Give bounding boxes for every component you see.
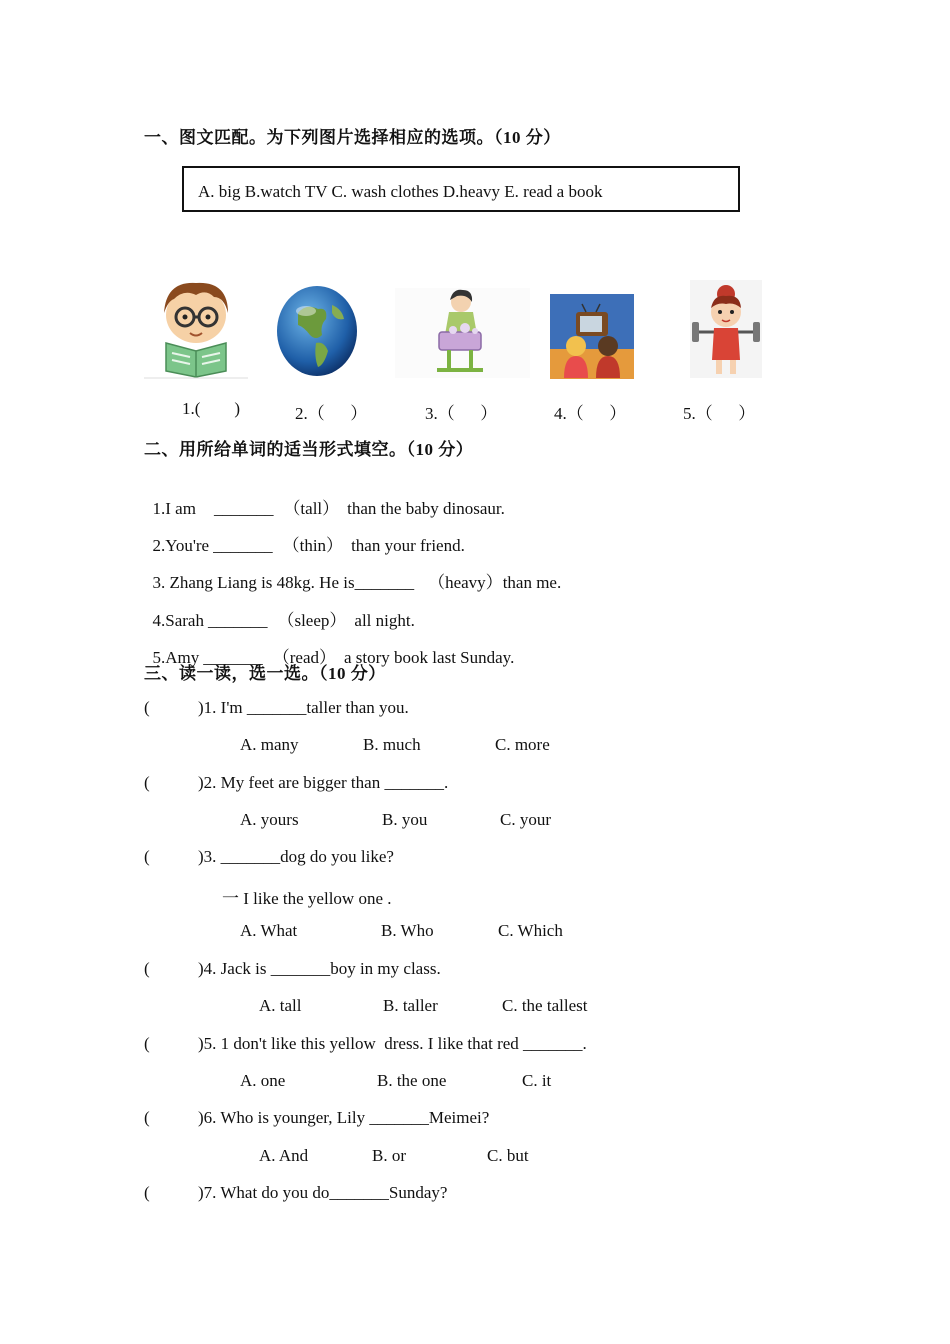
section2-heading: 二、用所给单词的适当形式填空。（10 分） [144,440,474,459]
question-7-stem: )7. What do you do_______Sunday? [198,1183,448,1202]
question-6-option-c[interactable]: C. but [487,1146,529,1165]
section3-heading: 三、读一读，选一选。（10 分） [144,664,386,683]
question-6-option-b[interactable]: B. or [372,1146,406,1165]
fill-item-2-pre: 2.You're [152,536,210,555]
fill-item-3-blank[interactable]: _______ [354,573,415,592]
question-3-option-b[interactable]: B. Who [381,921,434,940]
picture-label-3: 3.（ ） [425,404,498,423]
boy-reading-book-picture [144,275,248,379]
fill-item-2-blank[interactable]: _______ [213,536,273,555]
question-4-option-a[interactable]: A. tall [259,996,302,1015]
question-7-paren[interactable]: ( [144,1183,150,1202]
fill-item-3-post: than me. [502,573,562,592]
question-5-option-c[interactable]: C. it [522,1071,552,1090]
question-1-option-c[interactable]: C. more [495,735,550,754]
fill-item-4-pre: 4.Sarah [152,611,204,630]
fill-item-5-blank[interactable]: _______ [203,648,263,667]
picture-label-2: 2.（ ） [295,404,368,423]
fill-item-4-blank[interactable]: _______ [207,611,268,630]
girl-lifting-barbell-picture [690,280,762,378]
question-4-option-c[interactable]: C. the tallest [502,996,588,1015]
fill-item-1-post: than the baby dinosaur. [347,499,505,518]
question-5-option-b[interactable]: B. the one [377,1071,447,1090]
question-1-paren[interactable]: ( [144,698,150,717]
section1-heading: 一、图文匹配。为下列图片选择相应的选项。（10 分） [144,128,561,147]
question-1-option-a[interactable]: A. many [240,735,299,754]
fill-item-3-word: （heavy） [428,573,503,592]
fill-item-1-blank[interactable]: _______ [213,499,274,518]
picture-label-5: 5.（ ） [683,404,756,423]
picture-label-1: 1.( ) [182,399,241,418]
fill-item-1-pre: 1.I am [152,499,196,518]
question-5-stem: )5. 1 don't like this yellow dress. I like that red _______. [198,1034,587,1053]
question-2-stem: )2. My feet are bigger than _______. [198,773,449,792]
picture-label-4: 4.（ ） [554,404,627,423]
question-2-option-a[interactable]: A. yours [240,810,299,829]
question-3-paren[interactable]: ( [144,847,150,866]
fill-item-4-post: all night. [354,611,415,630]
kids-watching-tv-picture [550,294,634,379]
question-2-paren[interactable]: ( [144,773,150,792]
question-5-option-a[interactable]: A. one [240,1071,286,1090]
fill-item-5-pre: 5.Amy [152,648,200,667]
question-6-paren[interactable]: ( [144,1108,150,1127]
question-2-option-b[interactable]: B. you [382,810,428,829]
fill-item-1-word: （tall） [283,499,340,518]
fill-item-3-pre: 3. Zhang Liang is 48kg. He is [152,573,355,592]
question-1-stem: )1. I'm _______taller than you. [198,698,409,717]
fill-item-2-word: （thin） [282,536,344,555]
question-6-option-a[interactable]: A. And [259,1146,309,1165]
woman-washing-clothes-picture [395,288,530,378]
fill-item-2-post: than your friend. [351,536,465,555]
question-3-option-c[interactable]: C. Which [498,921,563,940]
question-1-option-b[interactable]: B. much [363,735,421,754]
question-3-answer: 一 I like the yellow one . [222,889,392,908]
question-3-option-a[interactable]: A. What [240,921,298,940]
question-4-paren[interactable]: ( [144,959,150,978]
question-4-option-b[interactable]: B. taller [383,996,438,1015]
question-4-stem: )4. Jack is _______boy in my class. [198,959,441,978]
question-3-stem: )3. _______dog do you like? [198,847,394,866]
fill-item-5-word: （read） [272,648,337,667]
question-2-option-c[interactable]: C. your [500,810,551,829]
options-box [182,166,740,212]
earth-globe-picture [276,285,358,377]
fill-item-5-post: a story book last Sunday. [344,648,515,667]
options-text: A. big B.watch TV C. wash clothes D.heavy E. read a book [198,182,603,201]
question-5-paren[interactable]: ( [144,1034,150,1053]
fill-item-4-word: （sleep） [277,611,347,630]
question-6-stem: )6. Who is younger, Lily _______Meimei? [198,1108,490,1127]
